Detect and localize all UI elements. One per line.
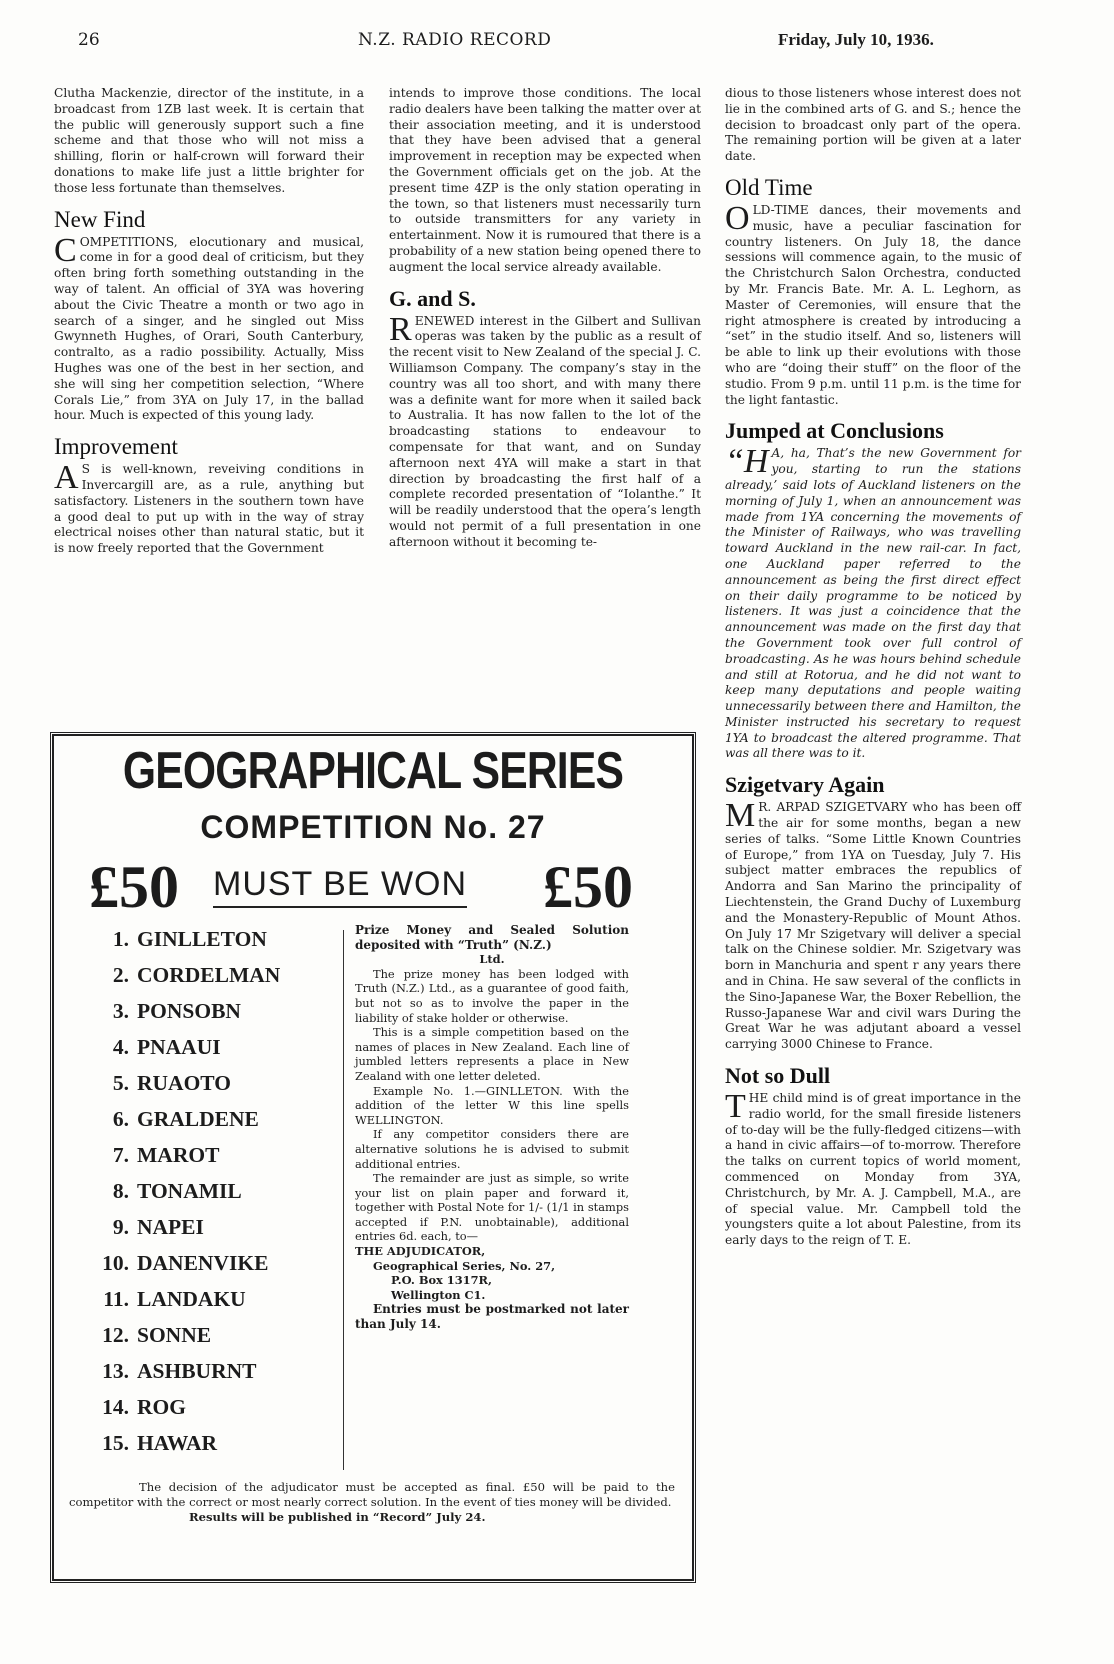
puzzle-number: 1. <box>112 927 129 951</box>
prize-banner <box>53 853 693 919</box>
rules-paragraph: If any competitor considers there are alternative solutions he is advised to submit additional entries. <box>355 1127 629 1171</box>
article-text: dances, their movements and music, have a peculiar fascination for country listeners. On July 18, the dance sessions will commence again, to the music of the Christchurch Salon Orchestra, conducted by Mr. Francis Bate. Mr. A. L. Leghorn, as Master of Ceremonies, will ensure that the right atmosphere is created by introducing a “set” in the studio itself. And so, listeners will be able to link up their evolutions with those who are “doing their stuff” on the floor of the studio. From 9 p.m. until 11 p.m. is the time for the light fantastic. <box>725 202 1021 407</box>
puzzle-item <box>93 1317 353 1353</box>
puzzle-number: 4. <box>112 1035 129 1059</box>
article-body <box>725 1088 1021 1249</box>
ad-divider <box>343 930 344 1470</box>
rules-paragraph: This is a simple competition based on the names of places in New Zealand. Each line of jumbled letters represents a place in New Zealand with one letter deleted. <box>355 1025 629 1083</box>
puzzle-number: 2. <box>112 963 129 987</box>
puzzle-number: 3. <box>112 999 129 1023</box>
article-heading: Szigetvary Again <box>725 772 885 798</box>
article-body <box>389 310 701 551</box>
puzzle-list <box>93 921 353 1461</box>
footer-text: The decision of the adjudicator must be accepted as final. £50 will be paid to the competitor with the correct or most nearly correct solution. In the event of ties money will be divided. <box>69 1480 675 1509</box>
drop-cap: C <box>54 231 77 269</box>
page-number: 26 <box>78 30 100 50</box>
drop-cap: “H <box>725 443 769 481</box>
article-heading: Jumped at Conclusions <box>725 418 944 444</box>
article-lead: A, ha, <box>771 446 810 461</box>
puzzle-item <box>93 1137 353 1173</box>
article-text: child mind is of great importance in the radio world, for the small fireside listeners of to-day will be the fully-fledged citizens—with a hand in civic affairs—of to-morrow. Therefore the talks on current topics of world moment, commenced on Monday from 3YA, Christchurch, by Mr. A. J. Campbell, M.A., are of special value. Mr. Campbell told the youngsters quite a lot about Palestine, from its early days to the reign of T. E. <box>725 1091 1021 1248</box>
puzzle-number: 14. <box>102 1395 129 1419</box>
article-heading: Old Time <box>725 174 813 200</box>
article-lead: R. ARPAD SZIGETVARY <box>758 800 908 815</box>
address-line: Wellington C1. <box>391 1287 486 1302</box>
puzzle-word: GINLLETON <box>137 927 267 951</box>
article-continuation: intends to improve those conditions. The local radio dealers have been talking the matter over at their association meeting, and it is understood that they have been advised that a general improvement in reception may be expected when the Government officials get on the job. At the present time 4ZP is the only station operating in the town, so that listeners must necessarily turn to outside transmitters for any variety in entertainment. Now it is rumoured that there is a probability of a new station being opened there to augment the local service already available. <box>389 86 701 274</box>
puzzle-number: 9. <box>112 1215 129 1239</box>
puzzle-word: GRALDENE <box>137 1107 259 1131</box>
puzzle-word: CORDELMAN <box>137 963 281 987</box>
puzzle-item <box>93 1029 353 1065</box>
ad-subtitle: COMPETITION No. 27 <box>200 809 546 845</box>
article-heading: New Find <box>54 206 146 232</box>
puzzle-number: 11. <box>103 1287 129 1311</box>
article-heading: Improvement <box>54 434 178 460</box>
article-text: is well-known, reveiving conditions in Invercargill are, as a rule, anything but satisfactory. Listeners in the southern town have a good deal to put up with in the way of stray electrical noises other than natural static, but it is now freely reported that the Government <box>54 462 364 556</box>
article-body <box>54 459 364 557</box>
publication-title: N.Z. RADIO RECORD <box>358 30 552 50</box>
puzzle-word: DANENVIKE <box>137 1251 269 1275</box>
puzzle-word: MAROT <box>137 1143 220 1167</box>
ad-title: GEOGRAPHICAL SERIES <box>122 742 624 800</box>
puzzle-item <box>93 1065 353 1101</box>
puzzle-word: NAPEI <box>137 1215 204 1239</box>
puzzle-word: PNAAUI <box>137 1035 221 1059</box>
puzzle-word: ASHBURNT <box>137 1359 257 1383</box>
puzzle-item <box>93 957 353 993</box>
prize-amount-right: £50 <box>543 854 633 920</box>
article-body <box>725 199 1021 408</box>
article-continuation: dious to those listeners whose interest does not lie in the combined arts of G. and S.; hence the decision to broadcast only part of the opera. The remaining portion will be given at a later date. <box>725 86 1021 164</box>
puzzle-number: 12. <box>102 1323 129 1347</box>
article-body <box>54 231 364 425</box>
puzzle-word: LANDAKU <box>137 1287 246 1311</box>
article-lead: HE <box>748 1091 769 1106</box>
article-text: That’s the new Government for you, starting to run the stations already,’ said lots of Auckland listeners on the morning of July 1, when an announcement was made from 1YA concerning the movements of the Minister of Railways, who was travelling toward Auckland in the new rail-car. In fact, one Auckland paper referred to the announcement as being the first direct effect on their daily programme to be noticed by listeners. It was just a coincidence that the announcement was made on the first day that the Government took over full control of broadcasting. As he was hours behind schedule and still at Rotorua, and he did not want to keep many deputations and people waiting unnecessarily between there and Hamilton, the Minister instructed his secretary to request 1YA to broadcast the altered programme. That was all there was to it. <box>725 446 1021 761</box>
puzzle-word: RUAOTO <box>137 1071 231 1095</box>
article-heading: G. and S. <box>389 285 476 311</box>
rules-paragraph: The prize money has been lodged with Truth (N.Z.) Ltd., as a guarantee of good faith, but not so as to involve the paper in the liability of stake holder or otherwise. <box>355 966 629 1025</box>
article-heading: Not so Dull <box>725 1063 831 1089</box>
article-lead: ENEWED <box>414 313 475 328</box>
puzzle-item <box>93 1281 353 1317</box>
article-lead: LD-TIME <box>752 202 809 217</box>
puzzle-word: ROG <box>137 1395 186 1419</box>
competition-rules <box>355 923 629 1332</box>
puzzle-word: TONAMIL <box>137 1179 242 1203</box>
article-lead: S <box>81 462 90 477</box>
issue-date: Friday, July 10, 1936. <box>778 30 934 49</box>
column-2 <box>389 86 701 551</box>
competition-advertisement <box>50 732 696 1583</box>
article-body <box>725 797 1021 1053</box>
rules-lead: Prize Money and Sealed Solution deposited with “Truth” (N.Z.) <box>355 923 629 952</box>
puzzle-number: 15. <box>102 1431 129 1455</box>
results-notice: Results will be published in “Record” July 24. <box>189 1510 486 1524</box>
puzzle-item <box>93 1245 353 1281</box>
masthead <box>0 30 1114 56</box>
entry-deadline: Entries must be postmarked not later than July 14. <box>355 1302 629 1332</box>
puzzle-item <box>93 993 353 1029</box>
article-body <box>725 443 1021 762</box>
rules-paragraph: The remainder are just as simple, so write your list on plain paper and forward it, together with Postal Note for 1/- (1/1 in stamps accepted if P.N. unobtainable), additional entries 6d. each, to— <box>355 1171 629 1244</box>
puzzle-word: SONNE <box>137 1323 212 1347</box>
ad-footer <box>69 1480 675 1525</box>
puzzle-item <box>93 1209 353 1245</box>
drop-cap: O <box>725 199 750 237</box>
prize-text: MUST BE WON <box>213 865 467 908</box>
address-name: THE ADJUDICATOR, <box>355 1244 486 1259</box>
address-line: Geographical Series, No. 27, <box>373 1258 556 1273</box>
prize-amount-left: £50 <box>89 854 179 920</box>
puzzle-number: 13. <box>102 1359 129 1383</box>
rules-paragraph: Example No. 1.—GINLLETON. With the addition of the letter W this line spells WELLINGTON. <box>355 1083 629 1127</box>
drop-cap: A <box>54 459 79 497</box>
puzzle-item <box>93 1389 353 1425</box>
article-text: elocutionary and musical, come in for a good deal of criticism, but they often bring forth something outstanding in the way of talent. An official of 3YA was hovering about the Civic Theatre a month or two ago in search of a singer, and he singled out Miss Gwynneth Hughes, of Orari, South Canterbury, contralto, as a radio possibility. Actually, Miss Hughes was one of the best in her section, and she will sing her competition selection, “Where Corals Lie,” from 3YA on July 17, in the ballad hour. Much is expected of this young lady. <box>54 234 364 423</box>
puzzle-item <box>93 1101 353 1137</box>
puzzle-item <box>93 1173 353 1209</box>
column-3 <box>725 86 1021 1249</box>
article-text: who has been off the air for some months, began a new series of talks. “Some Little Known Countries of Europe,” from 1YA on Tuesday, July 7. His subject matter embraces the republics of Andorra and San Marino the principality of Liechtenstein, the Grand Duchy of Luxemburg and the Monastery-Republic of Mount Athos. On July 17 Mr Szigetvary will deliver a special talk on the Chinese soldier. Mr. Szigetvary was born in Manchuria and spent r any years there and in China. He saw several of the conflicts in the Sino-Japanese War, the Boxer Rebellion, the Russo-Japanese War and civil wars During the Great War he was adjutant aboard a vessel carrying 3000 Chinese to France. <box>725 800 1021 1052</box>
puzzle-item <box>93 921 353 957</box>
puzzle-item <box>93 1353 353 1389</box>
puzzle-number: 7. <box>112 1143 129 1167</box>
puzzle-number: 10. <box>102 1251 129 1275</box>
puzzle-word: HAWAR <box>137 1431 218 1455</box>
article-continuation: Clutha Mackenzie, director of the institute, in a broadcast from 1ZB last week. It is certain that the public will generously support such a fine scheme and that those who will not miss a shilling, florin or half-crown will forward their donations to make life just a little brighter for those less fortunate than themselves. <box>54 86 364 195</box>
puzzle-word: PONSOBN <box>137 999 241 1023</box>
drop-cap: T <box>725 1088 746 1126</box>
article-lead: OMPETITIONS, <box>79 234 178 249</box>
puzzle-number: 5. <box>112 1071 129 1095</box>
drop-cap: M <box>725 797 756 835</box>
puzzle-item <box>93 1425 353 1461</box>
article-text: interest in the Gilbert and Sullivan operas was taken by the public as a result of the recent visit to New Zealand of the special J. C. Williamson Company. The company’s stay in the country was all too short, and with many there was a definite want for more when it sailed back to Australia. It has now fallen to the lot of the broadcasting stations to endeavour to compensate for that want, and on Sunday afternoon next 4YA will make a start in that direction by broadcasting the first half of a complete recorded presentation of “Iolanthe.” It will be readily understood that the opera’s length would not permit of a full presentation in one afternoon without it becoming te- <box>389 313 701 549</box>
address-line: P.O. Box 1317R, <box>391 1273 492 1288</box>
drop-cap: R <box>389 310 412 348</box>
puzzle-number: 6. <box>112 1107 129 1131</box>
column-1 <box>54 86 364 557</box>
rules-lead-end: Ltd. <box>479 952 505 967</box>
puzzle-number: 8. <box>112 1179 129 1203</box>
